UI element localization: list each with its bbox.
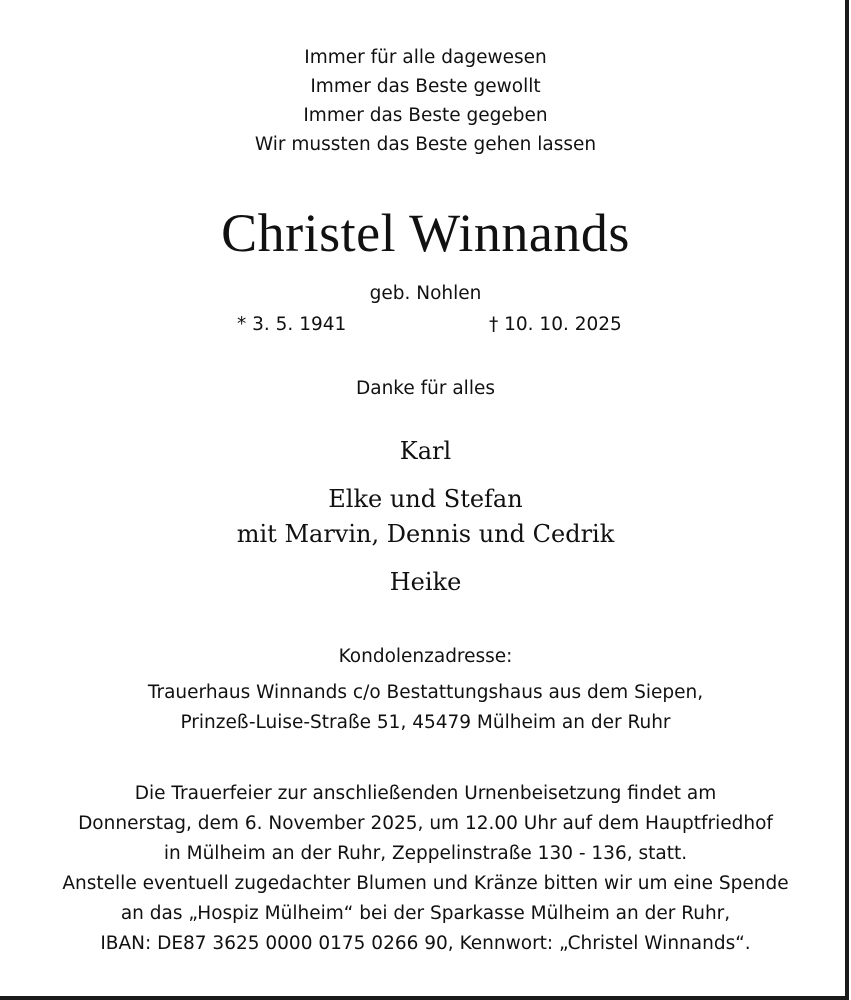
death-date: † 10. 10. 2025 xyxy=(489,314,622,335)
donation-line-1: Anstelle eventuell zugedachter Blumen und Kränze bitten wir um eine Spende xyxy=(62,873,789,894)
mourner-line-4: Heike xyxy=(389,568,462,596)
birth-date: * 3. 5. 1941 xyxy=(237,314,347,335)
condolence-line-1: Trauerhaus Winnands c/o Bestattungshaus aus dem Siepen, xyxy=(147,682,704,703)
ceremony-line-1: Die Trauerfeier zur anschließenden Urnenbeisetzung findet am xyxy=(134,783,717,804)
condolence-heading: Kondolenzadresse: xyxy=(338,646,513,667)
poem-line-1: Immer für alle dagewesen xyxy=(304,47,547,68)
poem-line-4: Wir mussten das Beste gehen lassen xyxy=(254,134,597,155)
mourner-line-1: Karl xyxy=(399,437,452,465)
poem-line-2: Immer das Beste gewollt xyxy=(310,76,541,97)
poem-line-3: Immer das Beste gegeben xyxy=(303,105,548,126)
donation-line-2: an das „Hospiz Mülheim“ bei der Sparkasse Mülheim an der Ruhr, xyxy=(120,903,731,924)
condolence-line-2: Prinzeß-Luise-Straße 51, 45479 Mülheim an der Ruhr xyxy=(180,712,671,733)
deceased-name: Christel Winnands xyxy=(221,203,630,263)
donation-line-3: IBAN: DE87 3625 0000 0175 0266 90, Kennwort: „Christel Winnands“. xyxy=(100,933,751,954)
birth-name: geb. Nohlen xyxy=(369,283,482,304)
ceremony-line-2: Donnerstag, dem 6. November 2025, um 12.00 Uhr auf dem Hauptfriedhof xyxy=(78,813,773,834)
ceremony-line-3: in Mülheim an der Ruhr, Zeppelinstraße 130 - 136, statt. xyxy=(163,843,688,864)
mourner-line-3: mit Marvin, Dennis und Cedrik xyxy=(236,520,615,548)
thanks-text: Danke für alles xyxy=(356,378,495,399)
mourner-line-2: Elke und Stefan xyxy=(328,485,523,513)
